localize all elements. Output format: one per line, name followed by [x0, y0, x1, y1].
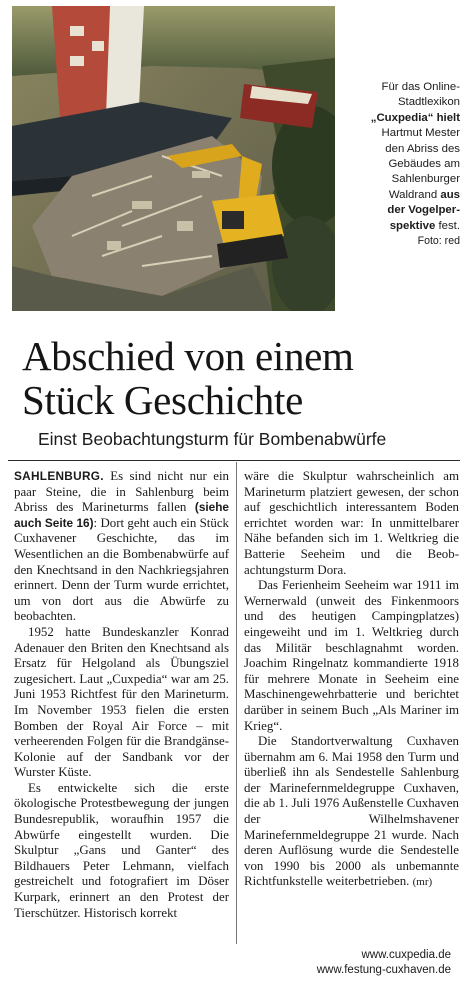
caption-line: Hartmut Mester — [381, 127, 460, 140]
article-column-1 — [14, 469, 229, 921]
top-rule — [8, 460, 460, 461]
caption-line: den Abriss des — [385, 142, 460, 155]
photo-caption — [344, 80, 460, 249]
headline-line-2: Stück Geschichte — [22, 377, 303, 423]
demolition-photo — [12, 6, 335, 311]
subheadline: Einst Beobachtungsturm für Bombenabwürfe — [38, 429, 387, 449]
caption-text-bold: aus — [440, 188, 460, 201]
page-reference: (siehe auch Seite 16) — [14, 500, 229, 530]
headline — [22, 334, 462, 422]
link-cuxpedia[interactable]: www.cuxpedia.de — [361, 949, 451, 961]
headline-line-1: Abschied von einem — [22, 333, 354, 379]
link-festung-cuxhaven[interactable]: www.festung-cuxhaven.de — [316, 964, 451, 976]
caption-line: Stadtlexikon — [397, 96, 460, 109]
caption-line: Für das Online- — [381, 81, 460, 93]
paragraph: Es entwickelte sich die erste ökologische Protestbewegung der jungen Bundesrepublik, woraufhin 1957 die Abwürfe eingestellt wurden. Die Skulptur „Gans und Ganter“ des Bildhauers Peter Lehmann, vielfach gestreichelt und fotografiert im Döser Kurpark, erinnert an den Protest der Tierschützer. Historisch korrekt — [14, 780, 229, 920]
caption-line: Sahlenburger — [391, 173, 460, 186]
photo-credit: Foto: red — [417, 235, 460, 248]
dateline: SAHLENBURG. — [14, 469, 104, 483]
caption-line: Gebäudes am — [388, 158, 460, 171]
author-initials: (mr) — [412, 876, 433, 889]
web-links — [317, 948, 451, 978]
caption-line: der Vogelper- — [387, 204, 460, 217]
caption-text: Waldrand — [388, 188, 441, 201]
paragraph — [244, 734, 459, 891]
column-divider — [236, 462, 237, 944]
caption-text: fest. — [435, 219, 460, 232]
paragraph-text: : Dort geht auch ein Stück Cuxhavener Geschichte, das im Wesentlichen an die Bombenabwürfe auf den Knechtsand in den Nachkriegsjahren erinnert. Denn der Turm wurde errichtet, um von dort aus die Abwürfe zu beobachten. — [14, 515, 229, 624]
paragraph: Das Ferienheim Seeheim war 1911 im Wernerwald (unweit des Finkenmoors und des heutigen Campingplatzes) eingeweiht und im 1. Weltkrieg durch das Militär beschlagnahmt worden. Joachim Ringelnatz kommandierte 1918 für mehrere Monate in Seeheim eine Maschinengewehrbatterie und berichtet darüber in seinem Buch „Als Mariner im Krieg“. — [244, 578, 459, 733]
caption-line: „Cuxpedia“ hielt — [370, 111, 460, 124]
paragraph: 1952 hatte Bundeskanzler Konrad Adenauer den Briten den Knechtsand als Ersatz für Helgoland als Übungsziel zugesichert. Laut „Cuxpedia“ war am 25. Juni 1953 Richtfest für den Marineturm. Im November 1953 fielen die ersten Bomben der Royal Air Force – mit verheerenden Folgen für die Brandgänse-Kolonie auf der Sandbank vor der Wurster Küste. — [14, 624, 229, 780]
paragraph — [14, 469, 229, 625]
caption-line — [344, 219, 460, 234]
paragraph-text: Es sind nicht nur ein paar Steine, die in Sahlenburg beim Abriss des Marineturms fallen — [14, 469, 229, 515]
caption-line — [344, 188, 460, 203]
caption-text-bold: spektive — [389, 219, 436, 232]
paragraph-text: Die Standortverwaltung Cuxhaven übernahm am 6. Mai 1958 den Turm und überließ ihn als Sendestelle Sahlenburg der Marinefernmeldegruppe Cuxhaven, die ab 1. Juli 1976 Außenstelle Cuxhaven der Wilhelmshavener Marinefernmeldegruppe 21 wurde. Nach deren Auflösung wurde die Sendestelle von 1990 bis 2000 als unbemannte Richtfunkstelle weiterbetrieben. — [244, 734, 459, 889]
article-column-2 — [244, 469, 459, 891]
paragraph: wäre die Skulptur wahrscheinlich am Marineturm platziert gewesen, der schon auf geschichtlich interessantem Boden errichtet worden war: In unmittelbarer Nähe befanden sich im 1. Weltkrieg die Batterie Seeheim und die Beobachtungsturm Dora. — [244, 469, 459, 577]
